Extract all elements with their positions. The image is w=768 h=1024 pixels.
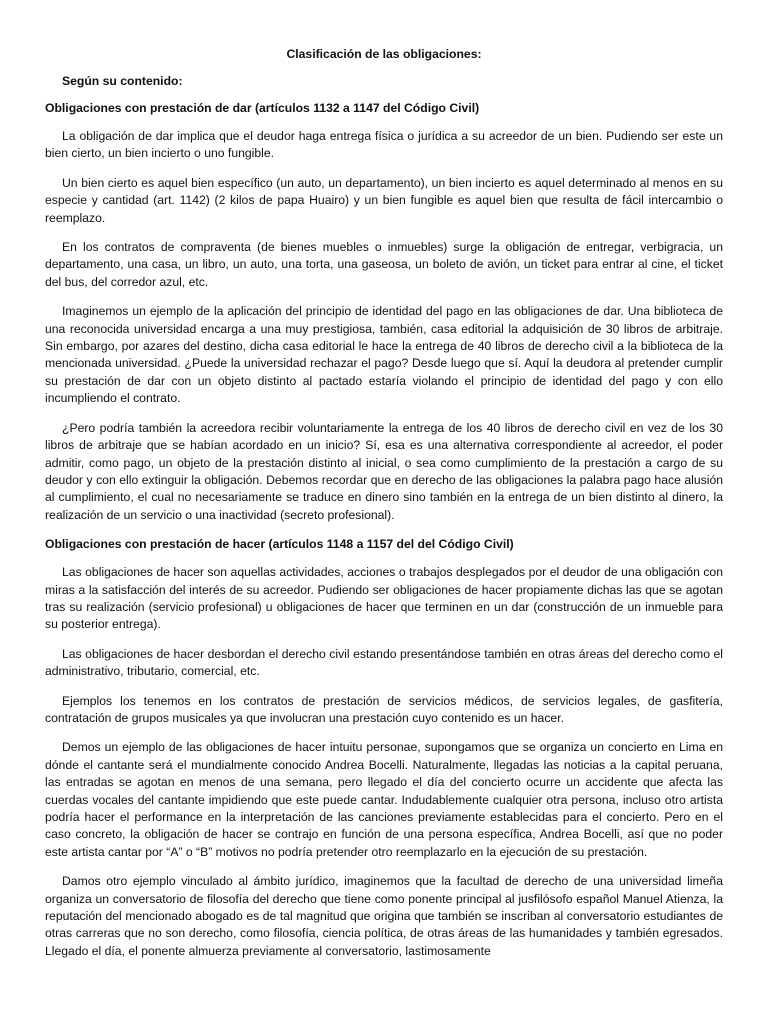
paragraph: Un bien cierto es aquel bien específico (un auto, un departamento), un bien incierto es aquel determinado al menos en su especie y cantidad (art. 1142) (2 kilos de papa Huairo) y un bien fungible es aquel bien que resulta de fácil intercambio o reemplazo. bbox=[45, 175, 723, 225]
paragraph: Damos otro ejemplo vinculado al ámbito jurídico, imaginemos que la facultad de derecho de una universidad limeña organiza un conversatorio de filosofía del derecho que tiene como ponente principal al jusfilósofo español Manuel Atienza, la reputación del mencionado abogado es de tal magnitud que origina que también se inscriban al conversatorio estudiantes de otras carreras que no son derecho, como filosofía, ciencia política, de otras áreas de las humanidades y también egresados. Llegado el día, el ponente almuerza previamente al conversatorio, lastimosamente bbox=[45, 874, 723, 958]
paragraph: Ejemplos los tenemos en los contratos de prestación de servicios médicos, de servicios legales, de gasfitería, contratación de grupos musicales ya que involucran una prestación cuyo contenido es un hacer. bbox=[45, 693, 723, 725]
paragraph: Demos un ejemplo de las obligaciones de hacer intuitu personae, supongamos que se organiza un concierto en Lima en dónde el cantante será el mundialmente conocido Andrea Bocelli. Naturalmente, llegadas las noticias a la capital peruana, las entradas se agotan en menos de una semana, pero llegado el día del concierto ocurre un accidente que afecta las cuerdas vocales del cantante impidiendo que este puede cantar. Indudablemente cualquier otra persona, incluso otro artista podría hacer el performance en la interpretación de las canciones previamente establecidas para el concierto. Pero en el caso concreto, la obligación de hacer se contrajo en función de una persona específica, Andrea Bocelli, así que no poder este artista cantar por “A” o “B” motivos no podría pretender otro reemplazarlo en la ejecución de su prestación. bbox=[45, 740, 723, 859]
paragraph: Imaginemos un ejemplo de la aplicación del principio de identidad del pago en las obligaciones de dar. Una biblioteca de una reconocida universidad encarga a una muy prestigiosa, también, casa editorial la adquisición de 30 libros de arbitraje. Sin embargo, por azares del destino, dicha casa editorial le hace la entrega de 40 libros de derecho civil a la biblioteca de la mencionada universidad. ¿Puede la universidad rechazar el pago? Desde luego que sí. Aquí la deudora al pretender cumplir su prestación de dar con un objeto distinto al pactado estaría violando el principio de identidad del pago y con ello incumpliendo el contrato. bbox=[45, 304, 723, 406]
paragraph: ¿Pero podría también la acreedora recibir voluntariamente la entrega de los 40 libros de derecho civil en vez de los 30 libros de arbitraje que se habían acordado en un inicio? Sí, esa es una alternativa correspondiente al acreedor, el poder admitir, como pago, un objeto de la prestación distinto al inicial, o sea como cumplimiento de la prestación a cargo de su deudor y con ello extinguir la obligación. Debemos recordar que en derecho de las obligaciones la palabra pago hace alusión al cumplimiento, el cual no necesariamente se traduce en dinero sino también en la entrega de un bien distinto al dinero, la realización de un servicio o una inactividad (secreto profesional). bbox=[45, 420, 723, 522]
section-hacer bbox=[45, 536, 723, 960]
paragraph: En los contratos de compraventa (de bienes muebles o inmuebles) surge la obligación de entregar, verbigracia, un departamento, una casa, un libro, un auto, una torta, una gaseosa, un boleto de avión, un ticket para entrar al cine, el ticket del bus, del corredor azul, etc. bbox=[45, 240, 723, 289]
section-heading: Obligaciones con prestación de dar (artículos 1132 a 1147 del Código Civil) bbox=[45, 101, 480, 115]
paragraph: La obligación de dar implica que el deudor haga entrega física o jurídica a su acreedor de un bien. Pudiendo ser este un bien cierto, un bien incierto o uno fungible. bbox=[45, 129, 723, 161]
document-subtitle: Según su contenido: bbox=[62, 74, 183, 88]
paragraph: Las obligaciones de hacer son aquellas actividades, acciones o trabajos desplegados por el deudor de una obligación con miras a la satisfacción del interés de su acreedor. Pudiendo ser obligaciones de hacer propiamente dichas las que se agotan tras su realización (servicio profesional) u obligaciones de hacer que terminen en un dar (construcción de un inmueble para su posterior entrega). bbox=[45, 565, 723, 632]
document-title: Clasificación de las obligaciones: bbox=[286, 47, 482, 61]
section-heading: Obligaciones con prestación de hacer (artículos 1148 a 1157 del del Código Civil) bbox=[45, 537, 514, 552]
paragraph: Las obligaciones de hacer desbordan el derecho civil estando presentándose también en otras áreas del derecho como el administrativo, tributario, comercial, etc. bbox=[45, 646, 723, 679]
section-dar bbox=[45, 100, 723, 524]
